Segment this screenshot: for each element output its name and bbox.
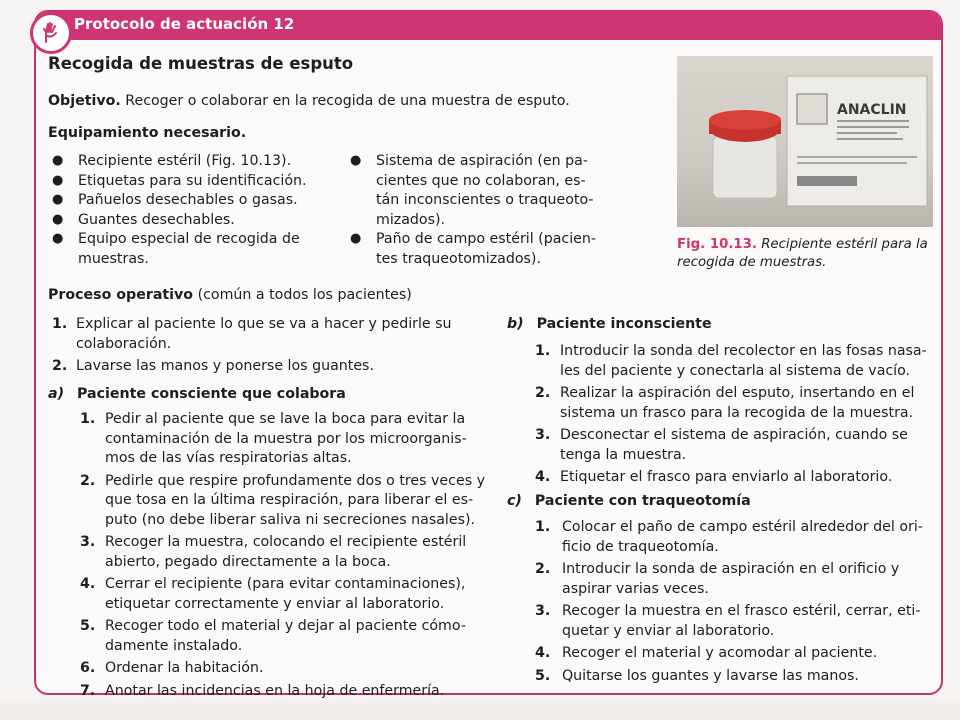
- section-c-letter: c): [507, 493, 522, 509]
- equipment-item-line: Recipiente estéril (Fig. 10.13).: [78, 153, 292, 169]
- section-c-step-text: Introducir la sonda de aspiración en el orificio y: [562, 561, 900, 577]
- section-c-step-text: Colocar el paño de campo estéril alrededor del ori-: [562, 519, 923, 535]
- figure-caption-line2: recogida de muestras.: [677, 255, 827, 270]
- bullet-icon: ●: [52, 172, 64, 188]
- section-c-step-number: 1.: [535, 519, 551, 535]
- process-step-number: 1.: [52, 316, 68, 332]
- objective-label: Objetivo.: [48, 93, 121, 109]
- figure-photo: [677, 56, 933, 227]
- section-a-step-number: 5.: [80, 618, 96, 634]
- section-b-step-text: sistema un frasco para la recogida de la muestra.: [560, 404, 914, 421]
- section-b-letter: b): [507, 316, 524, 332]
- bullet-icon: ●: [350, 153, 362, 168]
- section-c-step-text: Recoger la muestra en el frasco estéril, cerrar, eti-: [562, 603, 921, 619]
- equipment-item-line: Paño de campo estéril (pacien-: [376, 231, 597, 247]
- section-a-heading: [48, 385, 346, 405]
- bullet-icon: ●: [52, 192, 64, 207]
- section-c-step-number: 4.: [535, 645, 551, 661]
- section-a-step-number: 4.: [80, 576, 96, 592]
- equipment-item-line: muestras.: [78, 250, 149, 267]
- section-a-step-text: etiquetar correctamente y enviar al laboratorio.: [105, 595, 445, 612]
- bullet-icon: ●: [350, 231, 362, 246]
- figure-label: Fig. 10.13.: [677, 237, 757, 252]
- process-step-text: colaboración.: [76, 335, 172, 352]
- figure-caption-line1: Recipiente estéril para la: [761, 237, 928, 252]
- process-label-suffix: (común a todos los pacientes): [197, 287, 412, 303]
- section-b-step-text: tenga la muestra.: [560, 446, 687, 463]
- process-heading: [48, 286, 412, 306]
- section-b-step-number: 3.: [535, 427, 551, 443]
- section-a-step-text: contaminación de la muestra por los microorganis-: [105, 430, 467, 447]
- process-label: Proceso operativo: [48, 287, 194, 303]
- section-a-step-text: damente instalado.: [105, 637, 243, 654]
- equipment-item-line: tes traqueotomizados).: [376, 250, 541, 267]
- figure-caption: [677, 236, 928, 272]
- process-step-text: Lavarse las manos y ponerse los guantes.: [76, 358, 374, 374]
- section-c-title: Paciente con traqueotomía: [534, 493, 751, 509]
- section-c-step-number: 5.: [535, 667, 551, 684]
- section-c-step-text: ficio de traqueotomía.: [562, 538, 719, 555]
- bullet-icon: ●: [52, 153, 64, 168]
- section-a-step-number: 6.: [80, 660, 96, 676]
- section-a-step-text: Recoger la muestra, colocando el recipiente estéril: [105, 534, 467, 550]
- section-b-title: Paciente inconsciente: [536, 316, 712, 332]
- equipment-item-line: Pañuelos desechables o gasas.: [78, 192, 298, 208]
- hand-icon: [30, 12, 72, 54]
- section-c-step-number: 3.: [535, 603, 551, 619]
- objective-text: Recoger o colaborar en la recogida de una muestra de esputo.: [125, 93, 570, 109]
- bullet-icon: ●: [52, 211, 64, 227]
- equipment-item-line: Guantes desechables.: [78, 211, 235, 228]
- section-a-step-text: abierto, pegado directamente a la boca.: [105, 553, 391, 570]
- equipment-item-line: Etiquetas para su identificación.: [78, 172, 307, 189]
- section-b-step-text: Etiquetar el frasco para enviarlo al laboratorio.: [560, 469, 893, 485]
- process-step-number: 2.: [52, 358, 68, 374]
- banner-title: Protocolo de actuación 12: [74, 15, 295, 33]
- section-a-step-number: 1.: [80, 411, 96, 427]
- section-c-heading: [507, 492, 751, 512]
- section-b-step-number: 2.: [535, 385, 551, 401]
- bullet-icon: ●: [52, 231, 64, 246]
- section-a-step-text: Ordenar la habitación.: [105, 660, 264, 676]
- section-a-step-number: 2.: [80, 472, 96, 489]
- equipment-item-line: Equipo especial de recogida de: [78, 231, 300, 247]
- section-c-step-number: 2.: [535, 561, 551, 577]
- section-a-step-number: 3.: [80, 534, 96, 550]
- objective-line: [48, 92, 570, 112]
- section-a-title: Paciente consciente que colabora: [77, 386, 346, 402]
- section-b-step-text: Introducir la sonda del recolector en las fosas nasa-: [560, 343, 927, 359]
- page-footer-strip: [0, 700, 960, 720]
- section-a-step-text: puto (no debe liberar saliva ni secreciones nasales).: [105, 511, 476, 528]
- section-a-step-text: que tosa en la última respiración, para liberar el es-: [105, 492, 474, 508]
- section-c-step-text: Quitarse los guantes y lavarse las manos.: [562, 667, 859, 684]
- equipment-item-line: mizados).: [376, 211, 446, 228]
- equipment-label: Equipamiento necesario.: [48, 125, 247, 141]
- section-a-step-number: 7.: [80, 682, 96, 699]
- page-title: Recogida de muestras de esputo: [48, 54, 354, 73]
- section-b-step-text: les del paciente y conectarla al sistema de vacío.: [560, 362, 911, 379]
- equipment-item-line: Sistema de aspiración (en pa-: [376, 153, 588, 169]
- section-b-step-number: 4.: [535, 469, 551, 485]
- section-b-step-number: 1.: [535, 343, 551, 359]
- section-a-step-text: Pedir al paciente que se lave la boca para evitar la: [105, 411, 466, 427]
- process-step-text: Explicar al paciente lo que se va a hacer y pedirle su: [76, 316, 452, 332]
- section-b-step-text: Realizar la aspiración del esputo, insertando en el: [560, 385, 915, 401]
- section-c-step-text: quetar y enviar al laboratorio.: [562, 622, 775, 639]
- section-b-heading: [507, 315, 712, 335]
- equipment-item-line: tán inconscientes o traqueoto-: [376, 192, 594, 208]
- section-a-step-text: Cerrar el recipiente (para evitar contaminaciones),: [105, 576, 466, 592]
- package-brand: ANACLIN: [837, 102, 907, 118]
- section-c-step-text: aspirar varias veces.: [562, 580, 709, 597]
- section-a-step-text: Anotar las incidencias en la hoja de enfermería.: [105, 682, 445, 699]
- section-a-step-text: mos de las vías respiratorias altas.: [105, 450, 352, 466]
- section-b-step-text: Desconectar el sistema de aspiración, cuando se: [560, 427, 908, 443]
- equipment-item-line: cientes que no colaboran, es-: [376, 172, 586, 189]
- section-a-letter: a): [48, 386, 65, 402]
- section-c-step-text: Recoger el material y acomodar al paciente.: [562, 645, 878, 661]
- section-a-step-text: Pedirle que respire profundamente dos o tres veces y: [105, 472, 485, 489]
- section-a-step-text: Recoger todo el material y dejar al paciente cómo-: [105, 618, 466, 634]
